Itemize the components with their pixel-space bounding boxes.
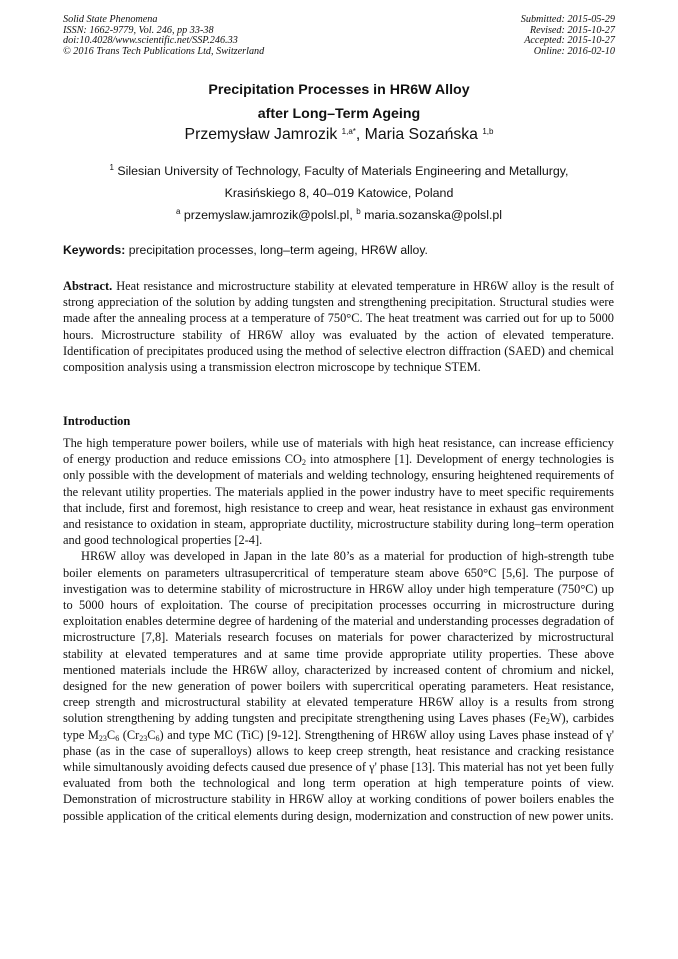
email-b-mark: b: [356, 207, 361, 216]
journal-name: Solid State Phenomena: [63, 14, 158, 25]
p2-subscript-2: 23: [98, 733, 107, 743]
author-1-affil-mark: 1,a*: [341, 127, 356, 136]
date-accepted: Accepted: 2015-10-27: [524, 35, 615, 47]
publication-dates: [521, 15, 615, 58]
journal-doi: doi:10.4028/www.scientific.net/SSP.246.33: [63, 35, 238, 47]
email-a-mark: a: [175, 207, 181, 216]
p1-subscript: 2: [301, 458, 306, 468]
journal-issn: ISSN: 1662-9779, Vol. 246, pp 33-38: [63, 24, 214, 36]
p2-subscript-1: 2: [545, 717, 550, 727]
abstract-text: Heat resistance and microstructure stability at elevated temperature in HR6W alloy is the result of strong appreciation of the solution by adding tungsten and strengthening precipitation. Structural studies were made after the annealing process at a temperature of 750°C. The heat treatment was carried out for up to 5000 hours. Microstructure stability of HR6W alloy was evaluated by the action of elevated temperature. Identification of precipitates produced using the method of selective electron diffraction (SAED) and chemical composition analysis using a transmission electron microscope by technique STEM.: [63, 279, 614, 375]
p2-text-f: ) and type MC (TiC) [9-12]. Strengthening of HR6W alloy using Laves phase instead of γ' phase (as in the case of superalloys) allows to keep creep strength, heat resistance and cracking resistance while simultanously avoiding defects caused due presence of γ' phase [13]. This material has not yet been fully evaluated from both the technological and long term operation at high temperature points of view. Demonstration of microstructure stability in HR6W alloy at working conditions of power boilers enables the possible application of the critical elements during design, modernization and construction of new power units.: [63, 727, 614, 823]
journal-info: [63, 15, 264, 58]
paragraph-2: [63, 548, 614, 823]
p2-text-d: (Cr: [119, 727, 140, 742]
paragraph-1: [63, 435, 614, 548]
p2-text-b: W), carbides type M: [63, 711, 615, 742]
p2-text-c: C: [106, 727, 116, 742]
keywords-label: Keywords:: [63, 243, 126, 257]
author-line: [0, 126, 678, 144]
email-a-link[interactable]: przemyslaw.jamrozik@polsl.pl: [183, 208, 350, 222]
p2-subscript-5: 6: [155, 733, 160, 743]
introduction-body: [63, 435, 614, 824]
section-heading-introduction: Introduction: [63, 414, 131, 428]
email-separator: ,: [349, 208, 357, 222]
affiliation-mark: 1: [109, 163, 114, 172]
abstract: [63, 278, 614, 375]
paper-title-line2: after Long–Term Ageing: [257, 106, 421, 122]
journal-copyright: © 2016 Trans Tech Publications Ltd, Switzerland: [63, 46, 265, 58]
keywords: [63, 243, 428, 257]
p2-subscript-4: 23: [139, 733, 148, 743]
date-submitted: Submitted: 2015-05-29: [520, 14, 615, 25]
date-revised: Revised: 2015-10-27: [529, 24, 615, 36]
affiliation-line1: [0, 164, 678, 178]
p2-text-e: C: [147, 727, 156, 742]
affiliation-line2: Krasińskiego 8, 40–019 Katowice, Poland: [224, 186, 454, 200]
p1-text-b: into atmosphere [1]. Development of energy technologies is only possible with the development of materials and welding technology, ensuring heightened requirements of the relevant utility properties. The materials applied in the power industry have to meet specific requirements that include, first and foremost, high resistance to creep and wear, heat resistance in exhaust gas environment and resistance to oxidation in steam, appropriate ductility, microstructure stability during long–term operation and good technological properties [2-4].: [63, 452, 614, 548]
author-separator: ,: [355, 126, 365, 143]
p2-subscript-3: 6: [115, 733, 120, 743]
author-2: Maria Sozańska: [364, 126, 478, 143]
email-b-link[interactable]: maria.sozanska@polsl.pl: [364, 208, 503, 222]
keywords-text: precipitation processes, long–term ageing, HR6W alloy.: [128, 243, 428, 257]
p1-text-a: The high temperature power boilers, while use of materials with high heat resistance, can increase efficiency of energy production and reduce emissions CO: [63, 436, 614, 467]
p2-text-a: HR6W alloy was developed in Japan in the late 80’s as a material for production of high-strength tube boiler elements on parameters ultrasupercritical of temperature steam above 650°C [5,6]. The purpose of investigation was to determine stability of microstructure in HR6W alloy under high temperature (750°C) up to 5000 hours of exploitation. The course of precipitation processes occurring in microstructure during exploitation enables determine degree of hardening of the material and understanding processes degradation of microstructure [7,8]. Materials research focuses on materials for power characterized by microstructural stability at elevated temperatures and at same time provide appropriate utility properties. These above mentioned materials include the HR6W alloy, characterized by increased content of chromium and nickel, designed for the new generation of power boilers with supercritical operating parameters. Heat resistance, creep strength and microstructural stability at elevated temperature HR6W alloy is a results from strong solution strengthening by adding tungsten and precipitate strengthening using Laves phases (Fe: [63, 549, 614, 726]
author-2-affil-mark: 1,b: [482, 127, 494, 136]
abstract-label: Abstract.: [63, 279, 113, 293]
email-line: [0, 208, 678, 222]
affiliation-text-1: Silesian University of Technology, Faculty of Materials Engineering and Metallurgy,: [117, 164, 569, 178]
paper-title-line1: Precipitation Processes in HR6W Alloy: [208, 82, 470, 98]
date-online: Online: 2016-02-10: [533, 46, 615, 58]
author-1: Przemysław Jamrozik: [184, 126, 338, 143]
